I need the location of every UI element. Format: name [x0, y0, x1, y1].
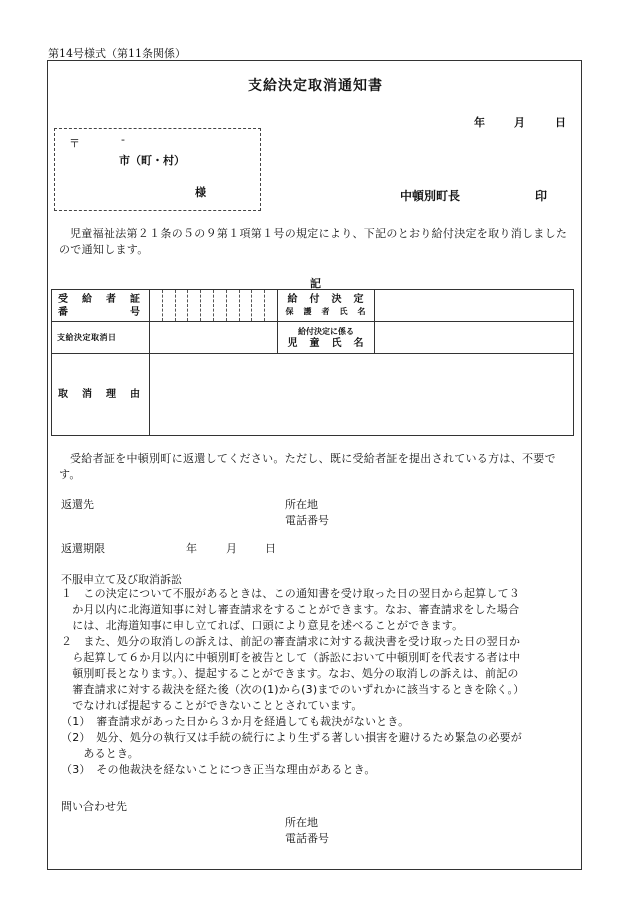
return-location-label: 所在地 — [285, 498, 318, 511]
return-notice: 受給者証を中頓別町に返還してください。ただし、既に受給者証を提出されている方は、不要です。 — [59, 452, 556, 481]
city-label: 市（町・村） — [119, 154, 185, 167]
cancel-date-field[interactable] — [150, 322, 278, 354]
appeal-line: ら起算して６か月以内に中頓別町を被告として（訴訟において中頓別町を代表する者は中 — [61, 651, 521, 664]
reason-label: 取 消 理 由 — [52, 354, 150, 436]
appeal-line: （2） 処分、処分の執行又は手続の続行により生ずる著しい損害を避けるため緊急の必要が — [61, 731, 522, 744]
reason-field[interactable] — [150, 354, 574, 436]
document-title: 支給決定取消通知書 — [248, 78, 383, 94]
date-year: 年 — [474, 116, 485, 129]
inquiry-label: 問い合わせ先 — [61, 800, 127, 813]
seal-mark: 印 — [535, 189, 548, 203]
address-box — [54, 128, 261, 211]
appeal-heading: 不服申立て及び取消訴訟 — [61, 573, 182, 586]
sender-name: 中頓別町長 — [400, 189, 461, 203]
guardian-name-field[interactable] — [375, 290, 574, 322]
appeal-line: （1） 審査請求があった日から３か月を経過しても裁決がないとき。 — [61, 715, 410, 728]
date-day: 日 — [555, 116, 566, 129]
deadline-month: 月 — [226, 542, 237, 555]
recipient-number-label: 受 給 者 証 番 号 — [52, 290, 150, 322]
postal-dash: - — [121, 133, 125, 146]
intro-text: 児童福祉法第２１条の５の９第１項第１号の規定により、下記のとおり給付決定を取り消しましたので通知します。 — [59, 227, 568, 256]
appeal-line: （3） その他裁決を経ないことにつき正当な理由があるとき。 — [61, 763, 376, 776]
deadline-label: 返還期限 — [61, 542, 105, 555]
postal-mark: 〒 — [69, 137, 80, 150]
date-month: 月 — [514, 116, 525, 129]
appeal-line: あるとき。 — [61, 747, 139, 760]
cancel-date-label: 支給決定取消日 — [52, 322, 150, 354]
appeal-line: １ この決定について不服があるときは、この通知書を受け取った日の翌日から起算して３ — [61, 587, 520, 600]
ki-heading: 記 — [310, 277, 321, 290]
guardian-name-label: 給 付 決 定 保 護 者 氏 名 — [278, 290, 375, 322]
inquiry-phone-label: 電話番号 — [285, 832, 329, 845]
recipient-number-field[interactable] — [150, 290, 278, 322]
document-frame — [47, 60, 582, 870]
child-name-field[interactable] — [375, 322, 574, 354]
form-number: 第14号様式（第11条関係） — [48, 47, 186, 60]
recipient-table — [51, 289, 574, 436]
inquiry-location-label: 所在地 — [285, 816, 318, 829]
child-name-label: 給付決定に係る 児 童 氏 名 — [278, 322, 375, 354]
return-phone-label: 電話番号 — [285, 514, 329, 527]
appeal-line: でなければ提起することができないこととされています。 — [61, 699, 363, 712]
appeal-line: か月以内に北海道知事に対し審査請求をすることができます。なお、審査請求をした場合 — [61, 603, 520, 616]
deadline-year: 年 — [186, 542, 197, 555]
appeal-list — [61, 586, 577, 778]
honorific: 様 — [195, 186, 206, 199]
appeal-line: 審査請求に対する裁決を経た後（次の(1)から(3)までのいずれかに該当するときを除く。） — [61, 683, 525, 696]
appeal-line: 頓別町長となります。）、提起することができます。なお、処分の取消しの訴えは、前記の — [61, 667, 519, 680]
deadline-day: 日 — [265, 542, 276, 555]
return-to-label: 返還先 — [61, 498, 94, 511]
appeal-line: には、北海道知事に申し立てれば、口頭により意見を述べることができます。 — [61, 619, 464, 632]
appeal-line: ２ また、処分の取消しの訴えは、前記の審査請求に対する裁決書を受け取った日の翌日か — [61, 635, 521, 648]
